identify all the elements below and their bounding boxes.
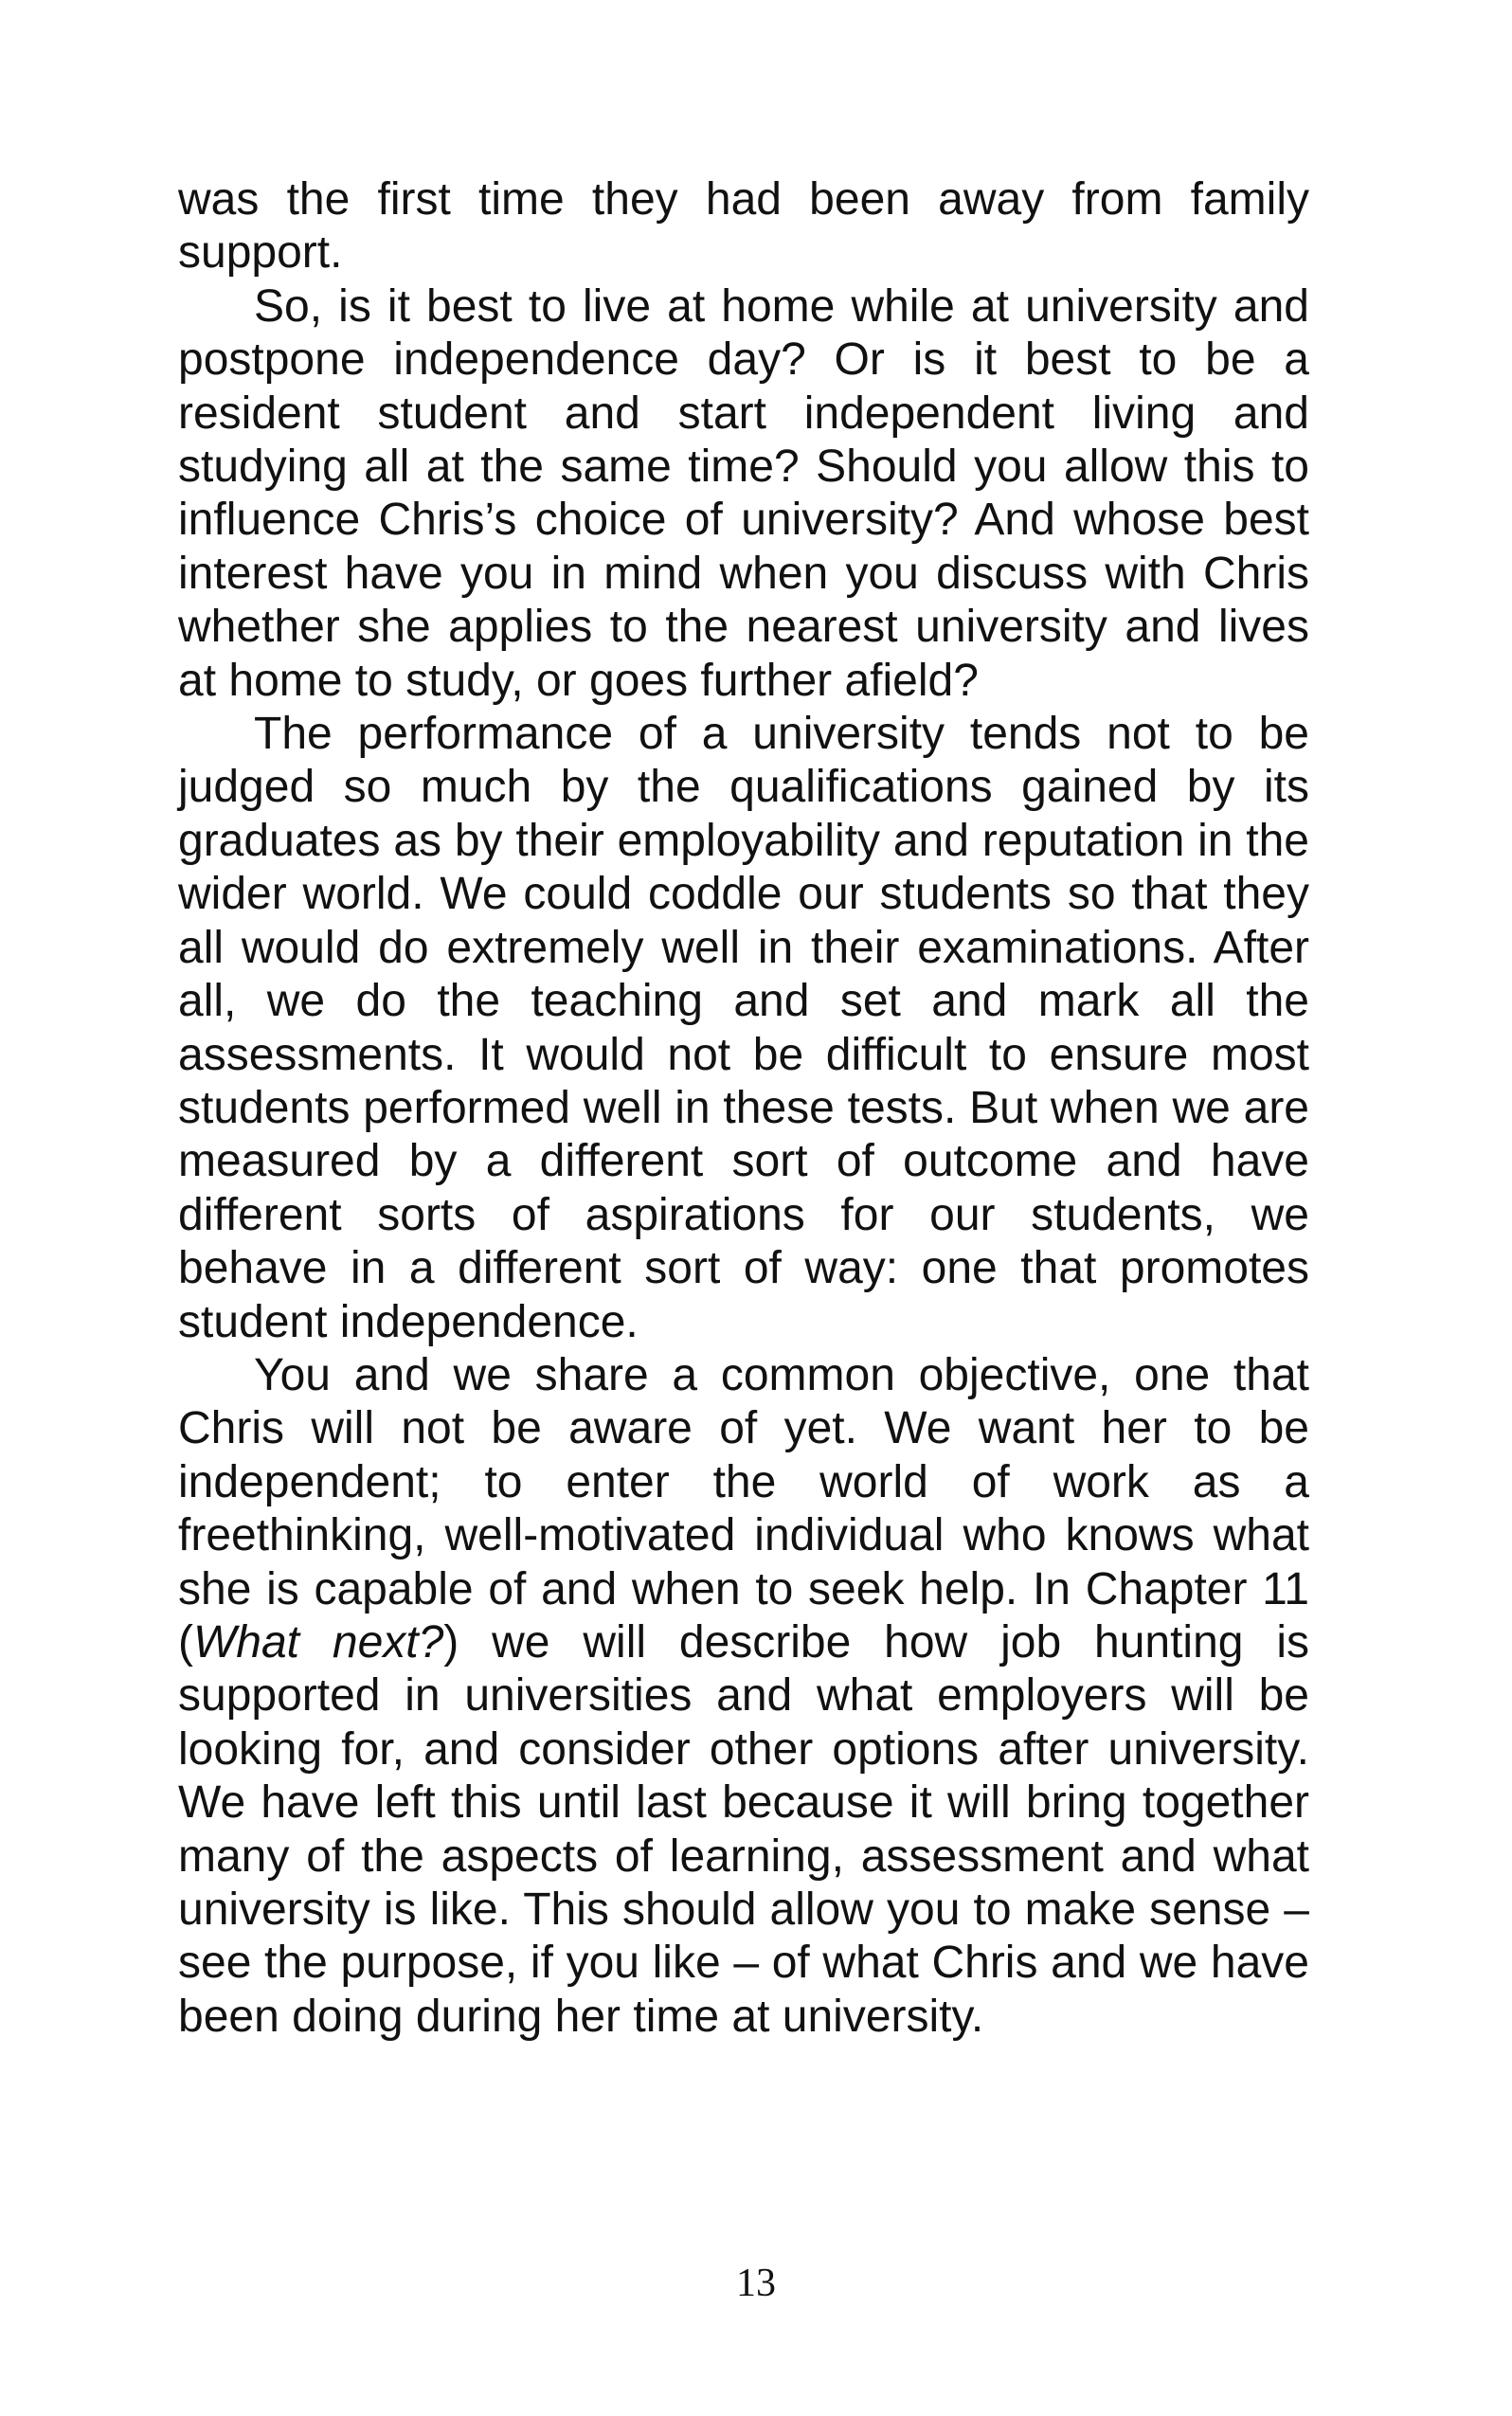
paragraph-living-at-home: So, is it best to live at home while at university and postpone independence day? Or is it best to be a resident student and start independent living and studying all at the same time? Should you allow this to influence Chris’s choice of university? And whose best interest have you in mind when you discuss with Chris whether she applies to the nearest university and lives at home to study, or goes further afield?: [178, 280, 1309, 706]
paragraph-continued: was the first time they had been away from family support.: [178, 174, 1309, 279]
paragraph-university-performance: The performance of a university tends not to be judged so much by the qualifications gained by its graduates as by their employability and reputation in the wider world. We could coddle our students so that they all would do extremely well in their examinations. After all, we do the teaching and set and mark all the assessments. It would not be difficult to ensure most students performed well in these tests. But when we are measured by a different sort of outcome and have different sorts of aspirations for our students, we behave in a different sort of way: one that promotes student independence.: [178, 709, 1309, 1347]
chapter-title-reference: What next?: [192, 1616, 444, 1668]
page-number: 13: [736, 2262, 776, 2305]
paragraph-common-objective: [178, 1349, 1309, 2044]
body-text: [178, 173, 1309, 2044]
paragraph-text-before: You and we share a common objective, one that Chris will not be aware of yet. We want her to be independent; to enter the world of work as a freethinking, well-motivated individual who knows what she is capable of and when to seek help. In Chapter 11 (: [178, 1349, 1309, 1668]
paragraph-text-after: ) we will describe how job hunting is supported in universities and what employers will be looking for, and consider other options after university. We have left this until last because it will bring together many of the aspects of learning, assessment and what university is like. This should allow you to make sense – see the purpose, if you like – of what Chris and we have been doing during her time at university.: [178, 1616, 1309, 2042]
